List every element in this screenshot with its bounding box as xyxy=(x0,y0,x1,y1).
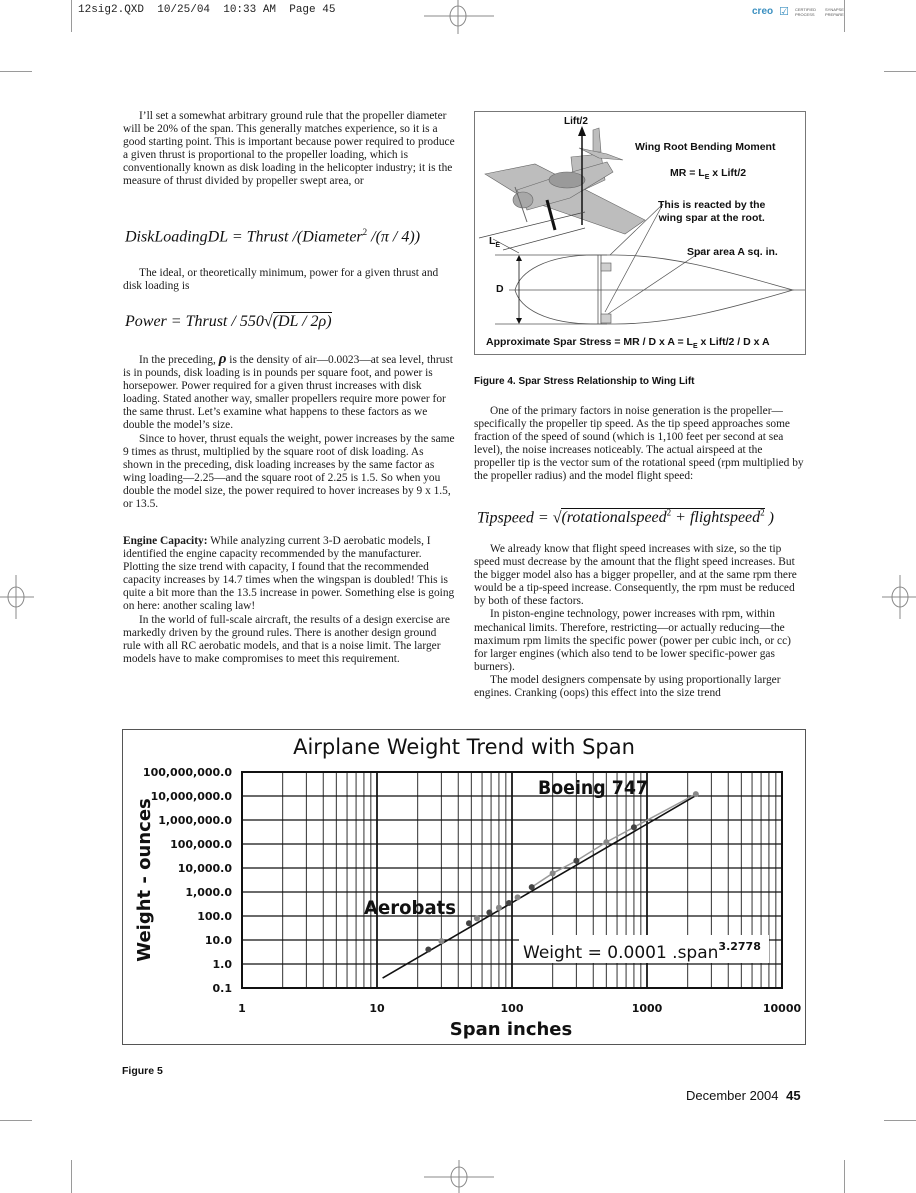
equation-disk-loading: DiskLoadingDL = Thrust /(Diameter$^2$ /(π / 4)) xyxy=(125,227,421,246)
airplane-illustration-icon xyxy=(485,128,645,234)
figure-4 xyxy=(474,111,806,355)
x-tick-label: 10 xyxy=(369,1002,385,1015)
paragraph: The ideal, or theoretically minimum, power for a given thrust and disk loading is xyxy=(123,267,439,293)
y-tick-label: 1,000,000.0 xyxy=(158,814,232,827)
lift-label: Lift/2 xyxy=(564,116,588,127)
data-point xyxy=(550,870,556,876)
data-point xyxy=(603,839,609,845)
figure-4-caption: Figure 4. Spar Stress Relationship to Wing Lift xyxy=(474,376,695,387)
crop-mark xyxy=(71,1160,72,1193)
crop-mark xyxy=(884,1120,916,1121)
data-point xyxy=(693,791,699,797)
spar-area-label: Spar area A sq. in. xyxy=(687,246,778,258)
data-point xyxy=(506,900,512,906)
data-point xyxy=(631,824,637,830)
right-column xyxy=(474,405,806,484)
crop-mark xyxy=(71,0,72,32)
paragraph: Since to hover, thrust equals the weight, power increases by the same 9 times as thrust, multiplied by the square root of disk loading. As shown in the preceding, disk loading increases by the same factor as wing loading—2.25—and the square root of 2.25 is 1.5. So when you double the model size, the power required to hover increases by 9 x 1.5, or 13.5. xyxy=(123,432,455,511)
y-axis-label: Weight - ounces xyxy=(134,798,155,962)
data-point xyxy=(486,909,492,915)
y-tick-label: 10,000.0 xyxy=(177,862,232,875)
right-column-cont xyxy=(474,543,806,700)
prepress-logos xyxy=(752,5,847,18)
left-column-p3 xyxy=(123,353,455,511)
paragraph: We already know that flight speed increases with size, so the tip speed must decrease by the amount that the flight speed increases. But the bigger model also has a bigger propeller, and at the same rpm there would be a tip-speed increase. Consequently, the rpm must be reduced by both of these factors. xyxy=(474,543,797,608)
boeing-747-label: Boeing 747 xyxy=(538,777,648,799)
y-tick-label: 1,000.0 xyxy=(185,886,232,899)
registration-mark-icon xyxy=(0,575,34,619)
y-tick-label: 100,000,000.0 xyxy=(142,766,232,779)
data-point xyxy=(466,920,472,926)
trendline-equation: Weight = 0.0001 .span$^{3.2778}$ xyxy=(523,940,761,963)
left-column-p2 xyxy=(123,267,455,293)
checkmark-icon: ☑ xyxy=(779,6,789,18)
data-point xyxy=(496,905,502,911)
x-tick-label: 10000 xyxy=(762,1002,802,1015)
synapse-logo: SYNAPSE PREPARE xyxy=(825,6,844,17)
crop-mark xyxy=(0,1120,32,1121)
registration-mark-icon xyxy=(882,575,916,619)
print-slug: 12sig2.QXD 10/25/04 10:33 AM Page 45 xyxy=(78,4,336,16)
data-point xyxy=(573,858,579,864)
y-tick-label: 0.1 xyxy=(212,982,232,995)
registration-mark-icon xyxy=(424,1160,494,1193)
reacted-note: This is reacted by the wing spar at the root. xyxy=(658,199,766,224)
y-tick-label: 100,000.0 xyxy=(170,838,232,851)
y-tick-label: 10.0 xyxy=(204,934,232,947)
page-number: 45 xyxy=(786,1088,801,1103)
d-label: D xyxy=(496,283,504,295)
section-heading: Engine Capacity: xyxy=(123,535,208,547)
data-point xyxy=(529,884,535,890)
figure-5-chart xyxy=(122,729,806,1045)
x-axis-label: Span inches xyxy=(449,1019,573,1040)
equation-tipspeed: Tipspeed = √(rotationalspeed$^2$ + flightspeed$^2$ ) xyxy=(477,508,774,527)
crop-mark xyxy=(884,71,916,72)
paragraph: In the preceding, ρ is the density of air—0.0023—at sea level, thrust is in pounds, disk loading is in pounds per square foot, and power is horsepower. Power required for a given thrust increases with disk loading. Stated another way, smaller propellers require more power for the same thrust. Let’s examine what happens to these factors as we double the model’s size. xyxy=(123,351,453,432)
paragraph: Engine Capacity: While analyzing current 3-D aerobatic models, I identified the engine capacity recommended by the manufacturer. Plotting the size trend with capacity, I found that the recommended capacity increases by 14.7 times when the wingspan is doubled! This is quite a bit more than the 13.5 increase in power. Something else is going on here: another scaling law! xyxy=(123,535,455,613)
crop-mark xyxy=(0,71,32,72)
left-column-engine-capacity xyxy=(123,535,455,666)
x-tick-label: 1000 xyxy=(631,1002,663,1015)
left-column xyxy=(123,110,455,189)
x-tick-label: 1 xyxy=(238,1002,246,1015)
y-tick-label: 100.0 xyxy=(197,910,232,923)
le-label: $L_E$ xyxy=(489,235,501,250)
figure-5-caption: Figure 5 xyxy=(122,1065,163,1077)
page-footer xyxy=(686,1088,801,1103)
paragraph: In piston-engine technology, power increases with rpm, within mechanical limits. Therefore, restricting—or actually reducing—the maximum rpm limits the specific power (power per cubic inch, or cc) for larger engines (which also tend to be lower specific-power gas burners). xyxy=(474,608,791,673)
equation-power: Power = Thrust / 550√(DL / 2ρ) xyxy=(125,313,332,330)
paragraph: I’ll set a somewhat arbitrary ground rule that the propeller diameter will be 20% of the span. This generally matches experience, so it is a good starting point. This is important because power required to produce a given thrust is proportional to the propeller loading, which is conventionally known as disk loading in the helicopter industry; it is the measure of thrust divided by propeller swept area, or xyxy=(123,110,455,188)
paragraph: In the world of full-scale aircraft, the results of a design exercise are markedly driven by the ground rules. There is another design ground rule with all RC aerobatic models, and that is a noise limit. The larger models have to make compromises to meet this requirement. xyxy=(123,613,450,665)
issue-date: December 2004 xyxy=(686,1088,779,1103)
x-tick-label: 100 xyxy=(500,1002,524,1015)
y-tick-label: 1.0 xyxy=(212,958,232,971)
data-point xyxy=(438,938,444,944)
certified-logo: CERTIFIED PROCESS xyxy=(795,6,817,17)
data-point xyxy=(425,947,431,953)
data-point xyxy=(515,894,521,900)
aerobats-label: Aerobats xyxy=(364,897,456,919)
creo-logo: creo xyxy=(752,6,774,17)
mr-equation: MR = $L_E$ x Lift/2 xyxy=(670,167,747,182)
y-tick-label: 10,000,000.0 xyxy=(150,790,232,803)
paragraph: The model designers compensate by using proportionally larger engines. Cranking (oops) this effect into the size trend xyxy=(474,673,781,700)
paragraph: One of the primary factors in noise generation is the propeller—specifically the propeller tip speed. As the tip speed approaches some fraction of the speed of sound (which is 1,100 feet per second at sea level), the noise increases noticeably. The actual airspeed at the propeller tip is the vector sum of the rotational speed (rpm multiplied by the propeller radius) and the model flight speed: xyxy=(474,405,804,483)
registration-mark-icon xyxy=(424,0,494,34)
diagram-title: Wing Root Bending Moment xyxy=(635,141,776,153)
spar-stress-equation: Approximate Spar Stress = MR / D x $A = L_E$ x Lift/2 / D x A xyxy=(486,336,770,351)
crop-mark xyxy=(844,1160,845,1193)
weight-span-chart xyxy=(123,730,805,1044)
chart-title: Airplane Weight Trend with Span xyxy=(293,735,635,759)
data-point xyxy=(474,915,480,921)
